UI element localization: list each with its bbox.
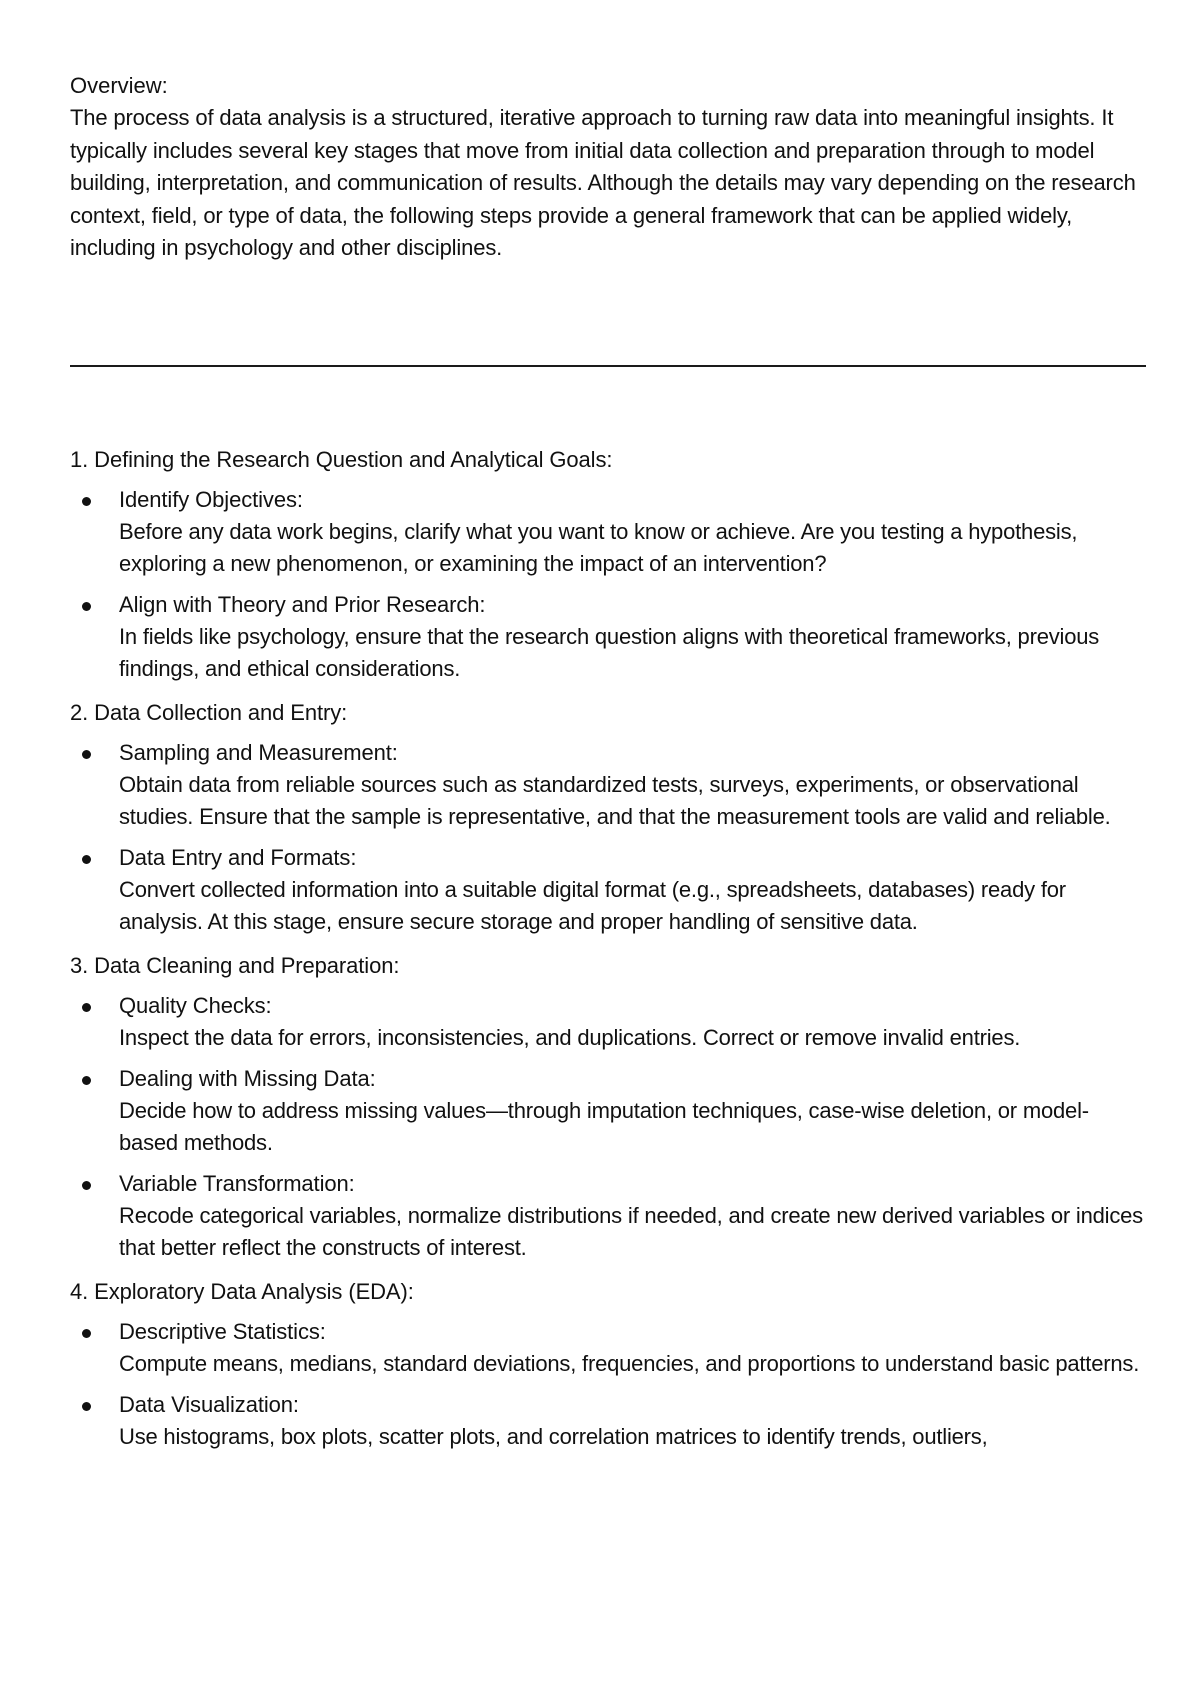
horizontal-divider	[70, 365, 1146, 367]
section-title: 4. Exploratory Data Analysis (EDA):	[70, 1279, 414, 1304]
section-1	[70, 444, 1146, 685]
list-item	[70, 737, 1146, 833]
bullet-text: Compute means, medians, standard deviations, frequencies, and proportions to understand basic patterns.	[119, 1351, 1140, 1376]
section-title: 2. Data Collection and Entry:	[70, 700, 348, 725]
bullet-title: Data Entry and Formats:	[119, 845, 357, 870]
list-item	[70, 484, 1146, 580]
bullet-title: Descriptive Statistics:	[119, 1319, 326, 1344]
bullet-text: Use histograms, box plots, scatter plots, and correlation matrices to identify trends, outliers,	[119, 1424, 988, 1449]
bullet-icon	[82, 1003, 91, 1012]
bullet-text: Recode categorical variables, normalize distributions if needed, and create new derived variables or indices that better reflect the constructs of interest.	[119, 1203, 1143, 1260]
bullet-icon	[82, 1402, 91, 1411]
bullet-text: Before any data work begins, clarify what you want to know or achieve. Are you testing a hypothesis, exploring a new phenomenon, or examining the impact of an intervention?	[119, 519, 1078, 576]
bullet-title: Align with Theory and Prior Research:	[119, 592, 486, 617]
section-title: 1. Defining the Research Question and Analytical Goals:	[70, 447, 613, 472]
section-3	[70, 950, 1146, 1264]
bullet-icon	[82, 1076, 91, 1085]
document-page	[70, 70, 1146, 1449]
list-item	[70, 1389, 1146, 1453]
overview-label: Overview:	[70, 73, 168, 98]
bullet-icon	[82, 855, 91, 864]
bullet-text: Decide how to address missing values—through imputation techniques, case-wise deletion, or model-based methods.	[119, 1098, 1089, 1155]
bullet-icon	[82, 497, 91, 506]
list-item	[70, 1063, 1146, 1159]
overview-paragraph: The process of data analysis is a structured, iterative approach to turning raw data into meaningful insights. It typically includes several key stages that move from initial data collection and preparation through to model building, interpretation, and communication of results. Although the details may vary depending on the research context, field, or type of data, the following steps provide a general framework that can be applied widely, including in psychology and other disciplines.	[70, 105, 1136, 260]
bullet-text: In fields like psychology, ensure that the research question aligns with theoretical frameworks, previous findings, and ethical considerations.	[119, 624, 1100, 681]
bullet-text: Convert collected information into a suitable digital format (e.g., spreadsheets, databases) ready for analysis. At this stage, ensure secure storage and proper handling of sensitive data.	[119, 877, 1066, 934]
bullet-text: Inspect the data for errors, inconsistencies, and duplications. Correct or remove invalid entries.	[119, 1025, 1021, 1050]
bullet-icon	[82, 602, 91, 611]
bullet-title: Data Visualization:	[119, 1392, 299, 1417]
list-item	[70, 1168, 1146, 1264]
section-4	[70, 1276, 1146, 1453]
bullet-list	[70, 737, 1146, 938]
list-item	[70, 589, 1146, 685]
bullet-icon	[82, 1329, 91, 1338]
list-item	[70, 842, 1146, 938]
steps-list	[70, 444, 1146, 1465]
bullet-title: Variable Transformation:	[119, 1171, 355, 1196]
list-item	[70, 990, 1146, 1054]
section-title: 3. Data Cleaning and Preparation:	[70, 953, 400, 978]
bullet-list	[70, 990, 1146, 1264]
list-item	[70, 1316, 1146, 1380]
bullet-title: Sampling and Measurement:	[119, 740, 398, 765]
section-2	[70, 697, 1146, 938]
bullet-title: Quality Checks:	[119, 993, 272, 1018]
bullet-icon	[82, 750, 91, 759]
bullet-list	[70, 484, 1146, 685]
bullet-icon	[82, 1181, 91, 1190]
bullet-title: Dealing with Missing Data:	[119, 1066, 376, 1091]
bullet-title: Identify Objectives:	[119, 487, 303, 512]
bullet-list	[70, 1316, 1146, 1453]
bullet-text: Obtain data from reliable sources such as standardized tests, surveys, experiments, or observational studies. Ensure that the sample is representative, and that the measurement tools are valid and reliable.	[119, 772, 1111, 829]
